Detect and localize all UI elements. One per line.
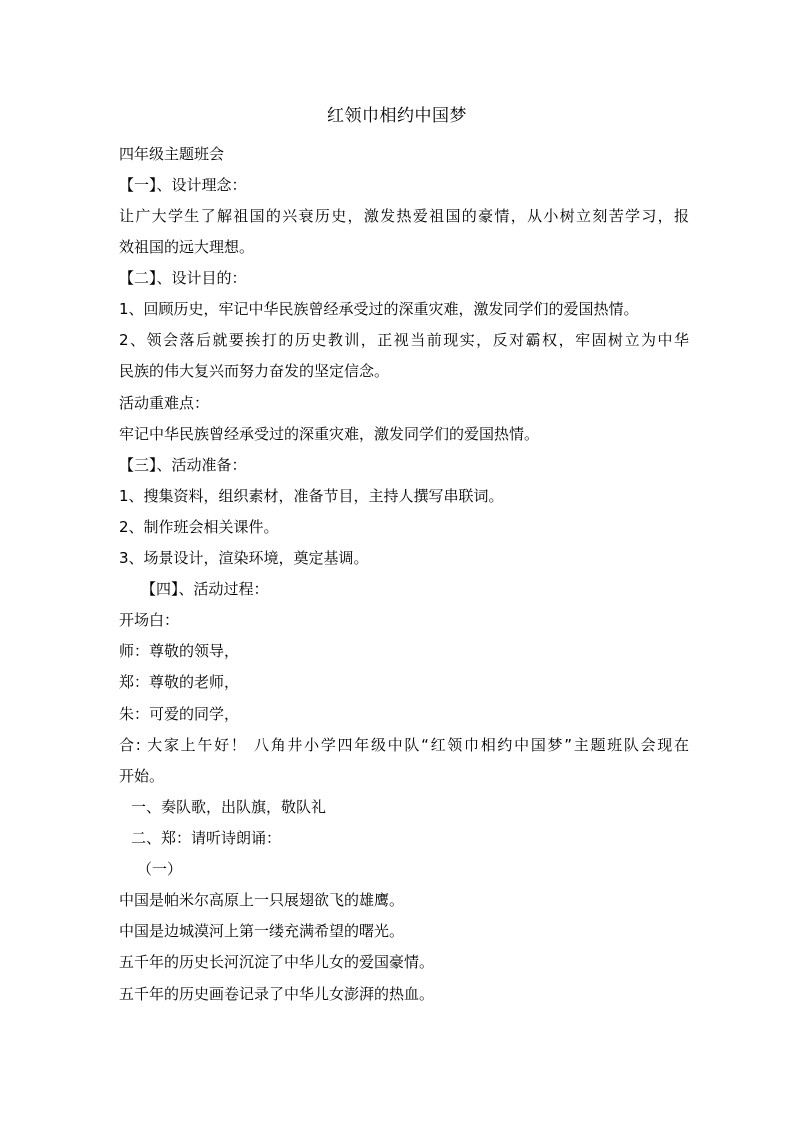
document-title: 红领巾相约中国梦 [327,106,467,126]
paragraph-line: 让广大学生了解祖国的兴衰历史，激发热爱祖国的豪情，从小树立刻苦学习，报 [119,207,689,225]
paragraph-line: （一） [137,860,183,878]
section-heading-2: 【二】、设计目的： [119,269,247,287]
paragraph-line: 师：尊敬的领导， [119,642,240,660]
section-heading-1: 【一】、设计理念： [119,176,247,194]
subtitle: 四年级主题班会 [119,145,225,163]
paragraph-line: 民族的伟大复兴而努力奋发的坚定信念。 [119,362,390,380]
section-heading-4: 【四】、活动过程： [141,580,269,598]
paragraph-line: 五千年的历史画卷记录了中华儿女澎湃的热血。 [119,985,435,1003]
section-heading-3: 【三】、活动准备： [119,456,247,474]
paragraph-line: 1、回顾历史，牢记中华民族曾经承受过的深重灾难，激发同学们的爱国热情。 [119,300,639,318]
paragraph-line: 五千年的历史长河沉淀了中华儿女的爱国豪情。 [119,953,435,971]
paragraph-line: 牢记中华民族曾经承受过的深重灾难，激发同学们的爱国热情。 [119,425,540,443]
paragraph-line: 开始。 [119,767,165,785]
paragraph-line: 一、奏队歌，出队旗，敬队礼 [131,798,327,816]
paragraph-line: 3、场景设计，渲染环境，奠定基调。 [119,549,369,567]
paragraph-line: 1、搜集资料，组织素材，准备节目，主持人撰写串联词。 [119,487,504,505]
paragraph-line: 中国是边城漠河上第一缕充满希望的曙光。 [119,922,405,940]
subheading: 活动重难点： [119,394,210,412]
paragraph-line: 2、制作班会相关课件。 [119,518,279,536]
paragraph-line: 开场白： [119,611,180,629]
paragraph-line: 2、领会落后就要挨打的历史教训，正视当前现实，反对霸权，牢固树立为中华 [119,331,689,349]
paragraph-line: 效祖国的远大理想。 [119,238,255,256]
paragraph-line: 朱：可爱的同学， [119,705,240,723]
paragraph-line: 二、郑：请听诗朗诵： [131,829,282,847]
paragraph-line: 中国是帕米尔高原上一只展翅欲飞的雄鹰。 [119,891,405,909]
paragraph-line: 合: 大家上午好！ 八角井小学四年级中队“红领巾相约中国梦”主题班队会现在 [119,736,689,754]
paragraph-line: 郑：尊敬的老师， [119,673,240,691]
